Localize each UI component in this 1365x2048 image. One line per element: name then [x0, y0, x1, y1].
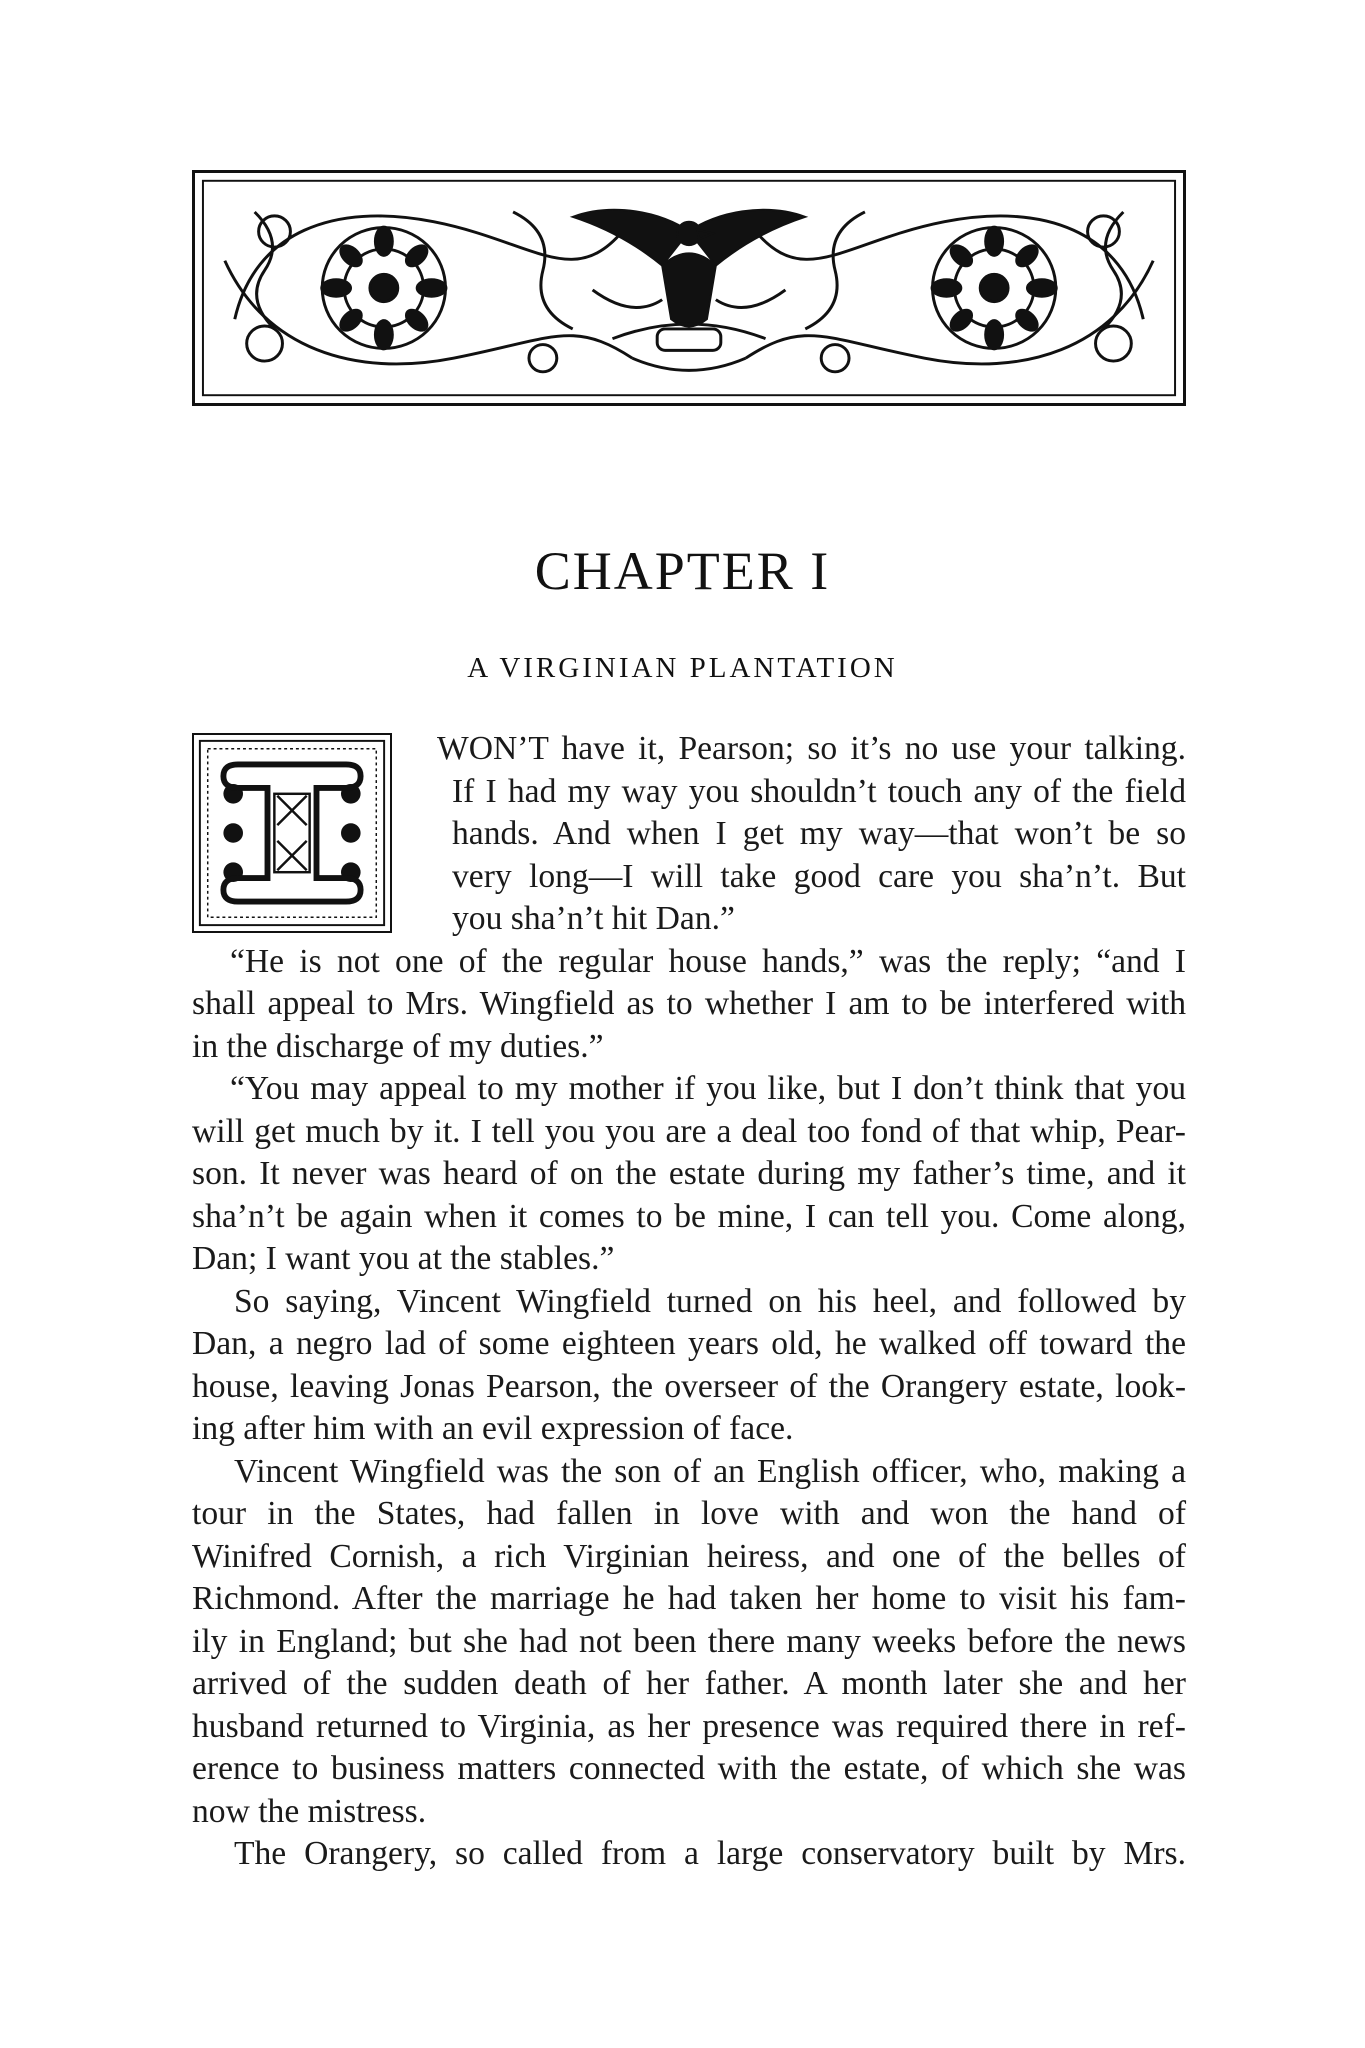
text-line: So saying, Vincent Wingfield turned on his heel, and followed by [234, 1282, 1186, 1320]
text-line: in the discharge of my duties.” [192, 1027, 604, 1065]
text-line: Dan, a negro lad of some eighteen years old, he walked off toward the [192, 1325, 1186, 1362]
chapter-body-text [192, 728, 1186, 1876]
headpiece-ornament-illustration [195, 173, 1183, 403]
text-line: very long—I will take good care you sha’n’t. But [452, 857, 1186, 895]
text-line: ing after him with an evil expression of face. [192, 1410, 794, 1447]
chapter-headpiece-ornament [192, 170, 1186, 406]
text-line: WON’T have it, Pearson; so it’s no use your talking. [437, 730, 1186, 767]
text-line: tour in the States, had fallen in love with and won the hand of [192, 1495, 1186, 1532]
text-line: son. It never was heard of on the estate during my father’s time, and it [192, 1155, 1186, 1192]
text-line: erence to business matters connected with the estate, of which she was [192, 1750, 1186, 1787]
text-line: now the mistress. [192, 1792, 427, 1830]
text-line: Dan; I want you at the stables.” [192, 1240, 615, 1277]
text-line: Winifred Cornish, a rich Virginian heiress, and one of the belles of [192, 1537, 1186, 1575]
text-line: ily in England; but she had not been there many weeks before the news [192, 1622, 1186, 1660]
text-line: The Orangery, so called from a large conservatory built by Mrs. [234, 1835, 1186, 1872]
text-line: Richmond. After the marriage he had taken her home to visit his fam- [192, 1580, 1186, 1617]
text-line: sha’n’t be again when it comes to be mine, I can tell you. Come along, [192, 1197, 1186, 1235]
text-line: husband returned to Virginia, as her presence was required there in ref- [192, 1707, 1186, 1745]
text-line: house, leaving Jonas Pearson, the overseer of the Orangery estate, look- [192, 1367, 1186, 1405]
text-line: “You may appeal to my mother if you like, but I don’t think that you [230, 1070, 1186, 1107]
chapter-title: CHAPTER I [534, 541, 831, 601]
text-line: will get much by it. I tell you you are a deal too fond of that whip, Pear- [192, 1112, 1186, 1150]
text-line: you sha’n’t hit Dan.” [452, 900, 735, 937]
text-line: shall appeal to Mrs. Wingfield as to whether I am to be interfered with [192, 985, 1186, 1022]
text-line: arrived of the sudden death of her father. A month later she and her [192, 1665, 1186, 1702]
text-line: “He is not one of the regular house hands,” was the reply; “and I [230, 942, 1186, 980]
text-line: hands. And when I get my way—that won’t be so [452, 815, 1186, 852]
text-line: Vincent Wingfield was the son of an English officer, who, making a [234, 1452, 1186, 1490]
text-line: If I had my way you shouldn’t touch any of the field [452, 772, 1186, 810]
chapter-subtitle: A VIRGINIAN PLANTATION [467, 652, 898, 684]
